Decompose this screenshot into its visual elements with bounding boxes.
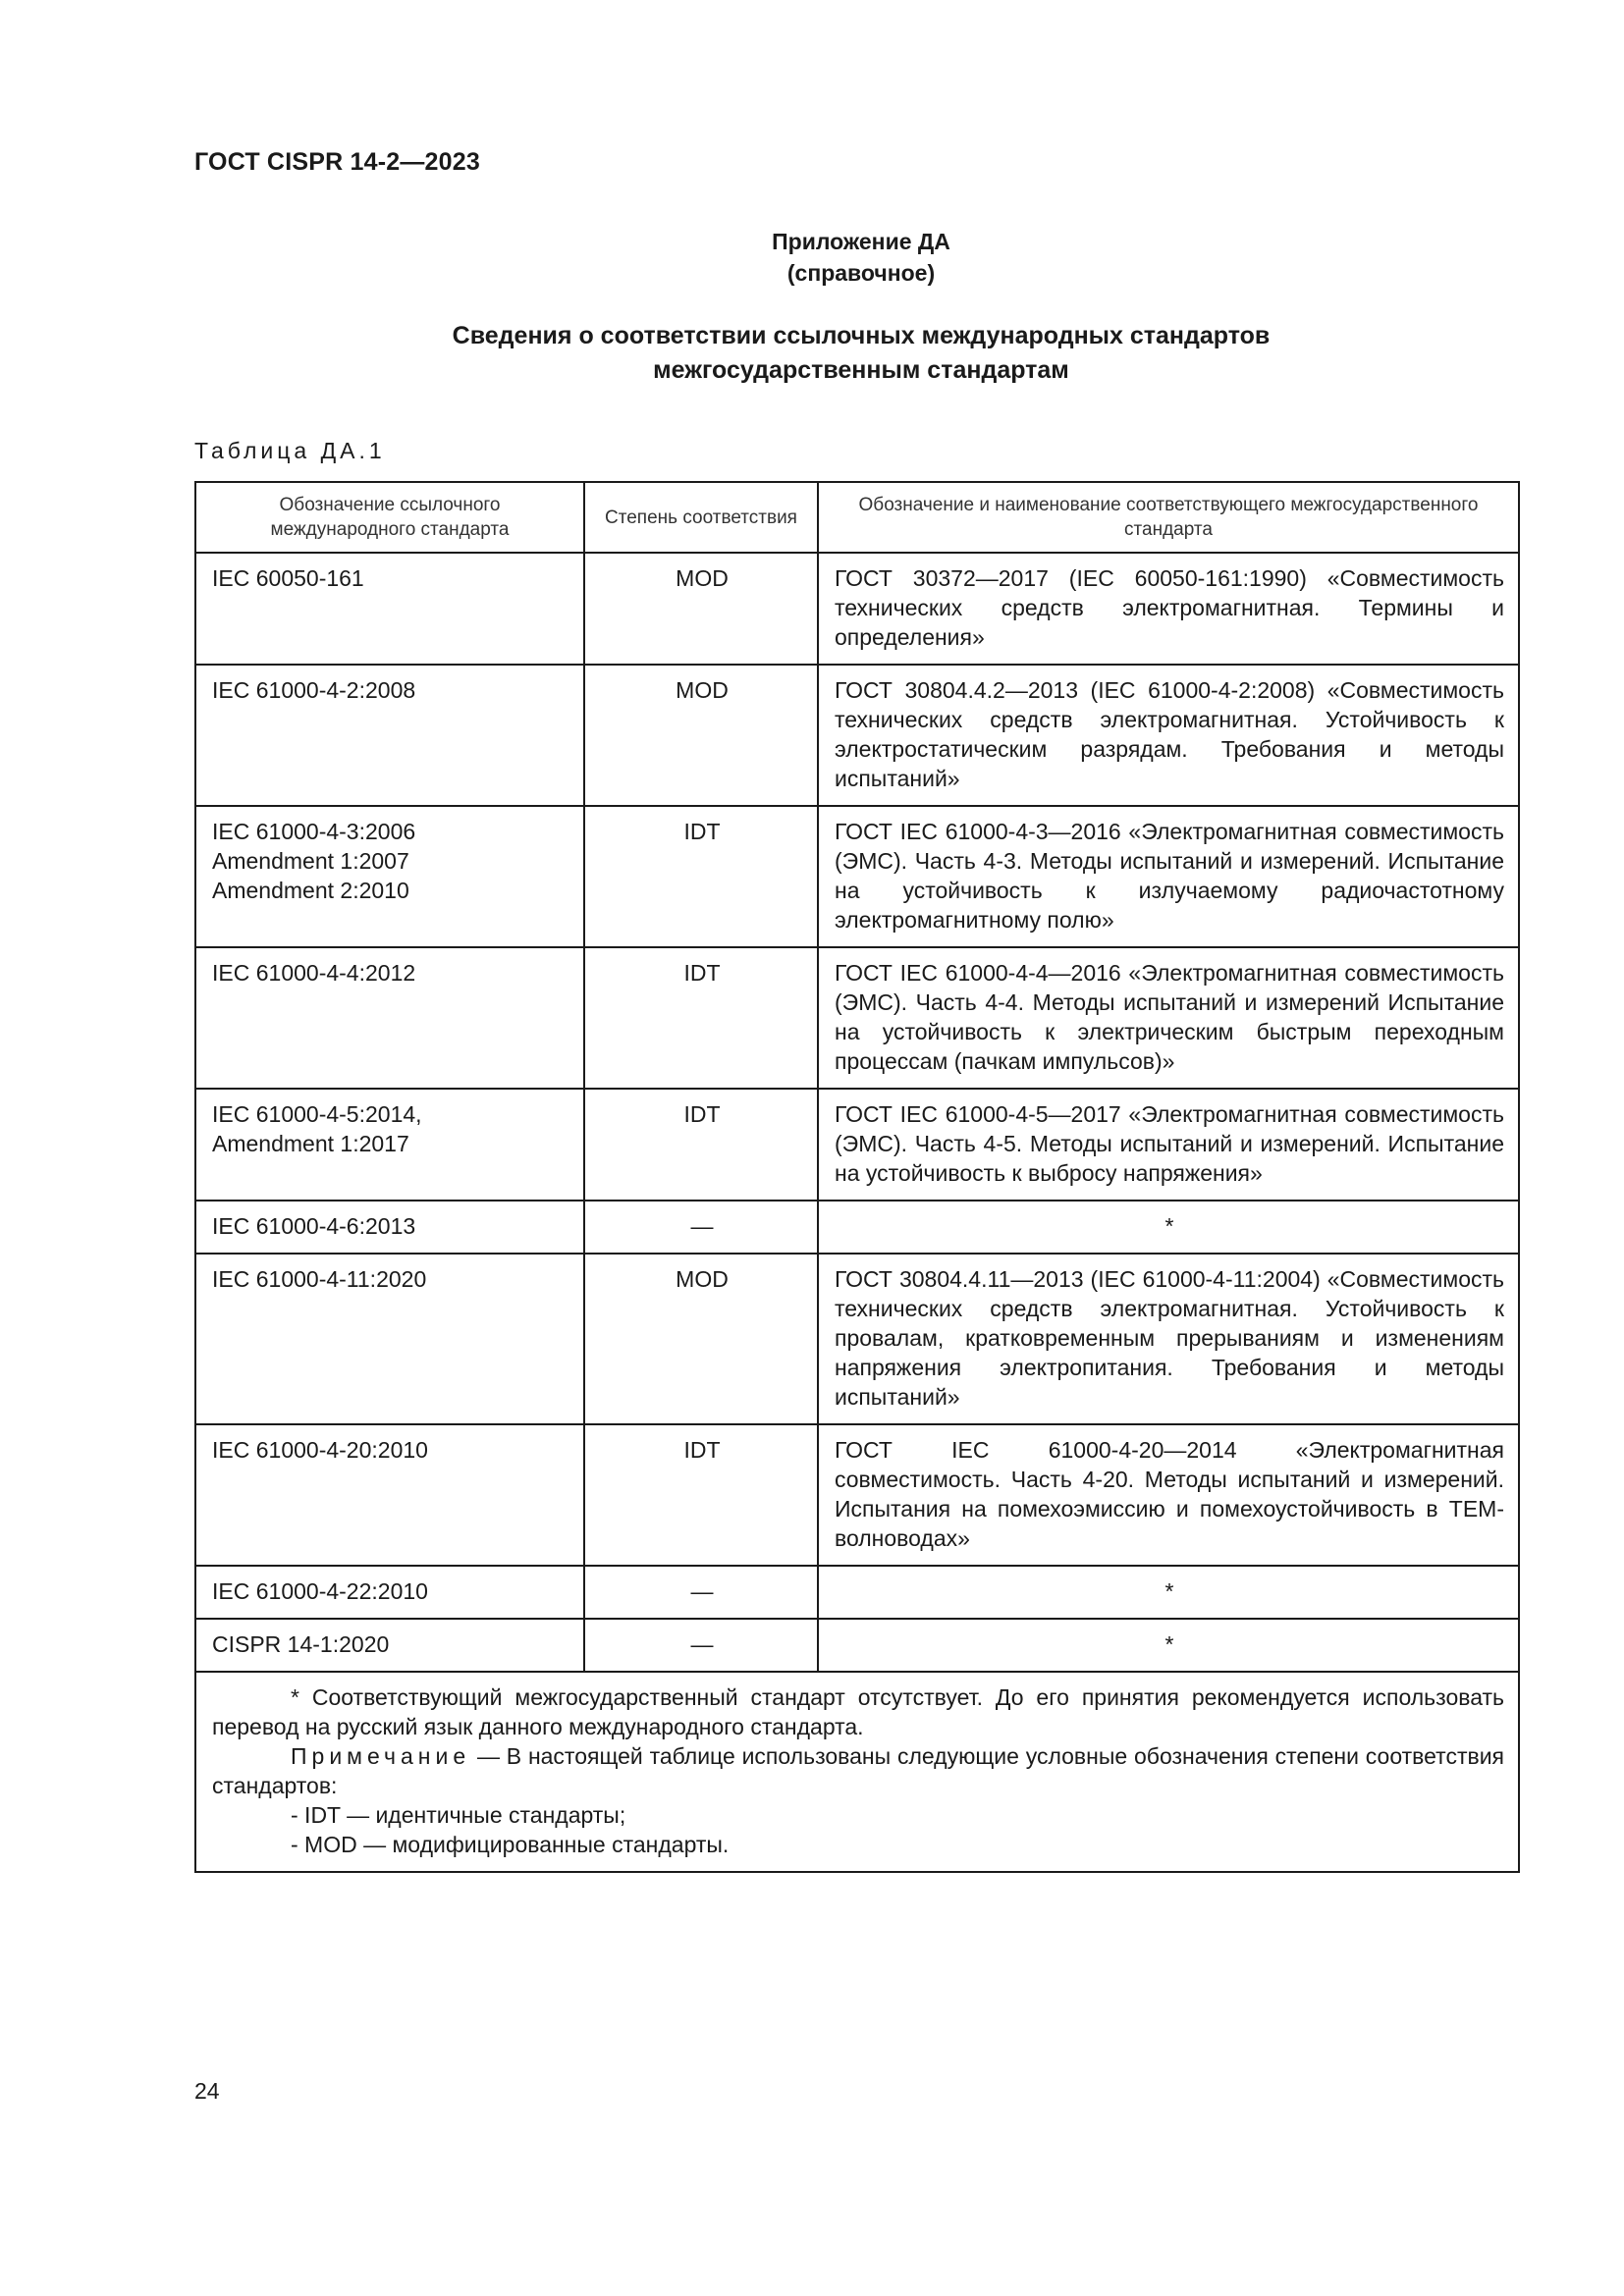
degree-cell: MOD bbox=[584, 665, 818, 806]
reference-standard-line: CISPR 14-1:2020 bbox=[212, 1631, 390, 1657]
reference-standard-line: IEC 61000-4-2:2008 bbox=[212, 677, 416, 703]
table-row bbox=[195, 1089, 1519, 1201]
annex-heading bbox=[0, 226, 1624, 289]
reference-standard-line: IEC 60050-161 bbox=[212, 565, 364, 591]
degree-cell: — bbox=[584, 1619, 818, 1672]
interstate-standard-cell: ГОСТ IEC 61000-4-20—2014 «Электромагнитная совместимость. Часть 4-20. Методы испытаний и измерений. Испытания на помехоэмиссию и помехоустойчивость в ТЕМ-волноводах» bbox=[818, 1424, 1519, 1566]
degree-cell: IDT bbox=[584, 806, 818, 947]
interstate-standard-cell: ГОСТ 30804.4.11—2013 (IEC 61000-4-11:2004) «Совместимость технических средств электромагнитная. Устойчивость к провалам, кратковременным прерываниям и изменениям напряжения электропитания. Требования и методы испытаний» bbox=[818, 1254, 1519, 1424]
reference-standard-cell bbox=[195, 1424, 584, 1566]
table-row bbox=[195, 1566, 1519, 1619]
interstate-standard-cell: * bbox=[818, 1619, 1519, 1672]
section-title-line1: Сведения о соответствии ссылочных международных стандартов bbox=[452, 322, 1271, 349]
table-row bbox=[195, 1201, 1519, 1254]
table-row bbox=[195, 1254, 1519, 1424]
reference-standard-cell bbox=[195, 1566, 584, 1619]
reference-standard-cell bbox=[195, 947, 584, 1089]
legend-mod: - MOD — модифицированные стандарты. bbox=[291, 1832, 730, 1857]
reference-standard-line: IEC 61000-4-3:2006 bbox=[212, 819, 416, 844]
degree-cell: IDT bbox=[584, 1089, 818, 1201]
interstate-standard-cell: * bbox=[818, 1201, 1519, 1254]
legend-idt: - IDT — идентичные стандарты; bbox=[291, 1802, 626, 1828]
reference-standard-line: IEC 61000-4-6:2013 bbox=[212, 1213, 416, 1239]
header-reference-standard: Обозначение ссылочного международного стандарта bbox=[195, 482, 584, 553]
annex-status: (справочное) bbox=[786, 260, 936, 286]
note-label: Примечание bbox=[291, 1743, 471, 1769]
note-text: — В настоящей таблице использованы следующие условные обозначения степени соответствия стандартов: bbox=[212, 1743, 1504, 1798]
interstate-standard-cell: ГОСТ IEC 61000-4-5—2017 «Электромагнитная совместимость (ЭМС). Часть 4-5. Методы испытаний и измерений. Испытание на устойчивость к выбросу напряжения» bbox=[818, 1089, 1519, 1201]
interstate-standard-cell: ГОСТ IEC 61000-4-3—2016 «Электромагнитная совместимость (ЭМС). Часть 4-3. Методы испытаний и измерений. Испытание на устойчивость к излучаемому радиочастотному электромагнитному полю» bbox=[818, 806, 1519, 947]
header-interstate-standard: Обозначение и наименование соответствующего межгосударственного стандарта bbox=[818, 482, 1519, 553]
footnote: * Соответствующий межгосударственный стандарт отсутствует. До его принятия рекомендуется использовать перевод на русский язык данного международного стандарта. bbox=[212, 1684, 1504, 1739]
reference-standard-line: IEC 61000-4-5:2014, bbox=[212, 1101, 422, 1127]
reference-standard-line: IEC 61000-4-22:2010 bbox=[212, 1578, 428, 1604]
note bbox=[212, 1741, 1504, 1800]
degree-cell: MOD bbox=[584, 553, 818, 665]
table-footer-row bbox=[195, 1672, 1519, 1872]
degree-cell: IDT bbox=[584, 947, 818, 1089]
page-number: 24 bbox=[194, 2078, 220, 2104]
reference-standard-line: IEC 61000-4-4:2012 bbox=[212, 960, 416, 986]
header-degree: Степень соответствия bbox=[584, 482, 818, 553]
table-notes bbox=[195, 1672, 1519, 1872]
table-row bbox=[195, 553, 1519, 665]
reference-standard-cell bbox=[195, 553, 584, 665]
degree-cell: IDT bbox=[584, 1424, 818, 1566]
section-title bbox=[0, 319, 1624, 388]
degree-cell: — bbox=[584, 1566, 818, 1619]
reference-standard-line: IEC 61000-4-11:2020 bbox=[212, 1266, 427, 1292]
reference-standard-cell bbox=[195, 806, 584, 947]
table-row bbox=[195, 806, 1519, 947]
reference-standard-cell bbox=[195, 665, 584, 806]
correspondence-table bbox=[194, 481, 1520, 1873]
interstate-standard-cell: ГОСТ 30372—2017 (IEC 60050-161:1990) «Совместимость технических средств электромагнитная. Термины и определения» bbox=[818, 553, 1519, 665]
document-header: ГОСТ CISPR 14-2—2023 bbox=[194, 148, 480, 176]
reference-standard-line: Amendment 2:2010 bbox=[212, 878, 409, 903]
reference-standard-line: IEC 61000-4-20:2010 bbox=[212, 1437, 428, 1463]
interstate-standard-cell: ГОСТ IEC 61000-4-4—2016 «Электромагнитная совместимость (ЭМС). Часть 4-4. Методы испытаний и измерений Испытание на устойчивость к электрическим быстрым переходным процессам (пачкам импульсов)» bbox=[818, 947, 1519, 1089]
degree-cell: — bbox=[584, 1201, 818, 1254]
interstate-standard-cell: ГОСТ 30804.4.2—2013 (IEC 61000-4-2:2008) «Совместимость технических средств электромагнитная. Устойчивость к электростатическим разрядам. Требования и методы испытаний» bbox=[818, 665, 1519, 806]
reference-standard-line: Amendment 1:2007 bbox=[212, 848, 409, 874]
table-row bbox=[195, 665, 1519, 806]
table-body bbox=[195, 553, 1519, 1672]
reference-standard-cell bbox=[195, 1254, 584, 1424]
table-label: Таблица ДА.1 bbox=[194, 438, 386, 463]
annex-title: Приложение ДА bbox=[772, 229, 950, 254]
reference-standard-cell bbox=[195, 1089, 584, 1201]
table-row bbox=[195, 1619, 1519, 1672]
reference-standard-line: Amendment 1:2017 bbox=[212, 1131, 409, 1156]
section-title-line2: межгосударственным стандартам bbox=[653, 356, 1069, 384]
interstate-standard-cell: * bbox=[818, 1566, 1519, 1619]
reference-standard-cell bbox=[195, 1201, 584, 1254]
table-row bbox=[195, 1424, 1519, 1566]
degree-cell: MOD bbox=[584, 1254, 818, 1424]
table-row bbox=[195, 947, 1519, 1089]
table-header-row bbox=[195, 482, 1519, 553]
reference-standard-cell bbox=[195, 1619, 584, 1672]
